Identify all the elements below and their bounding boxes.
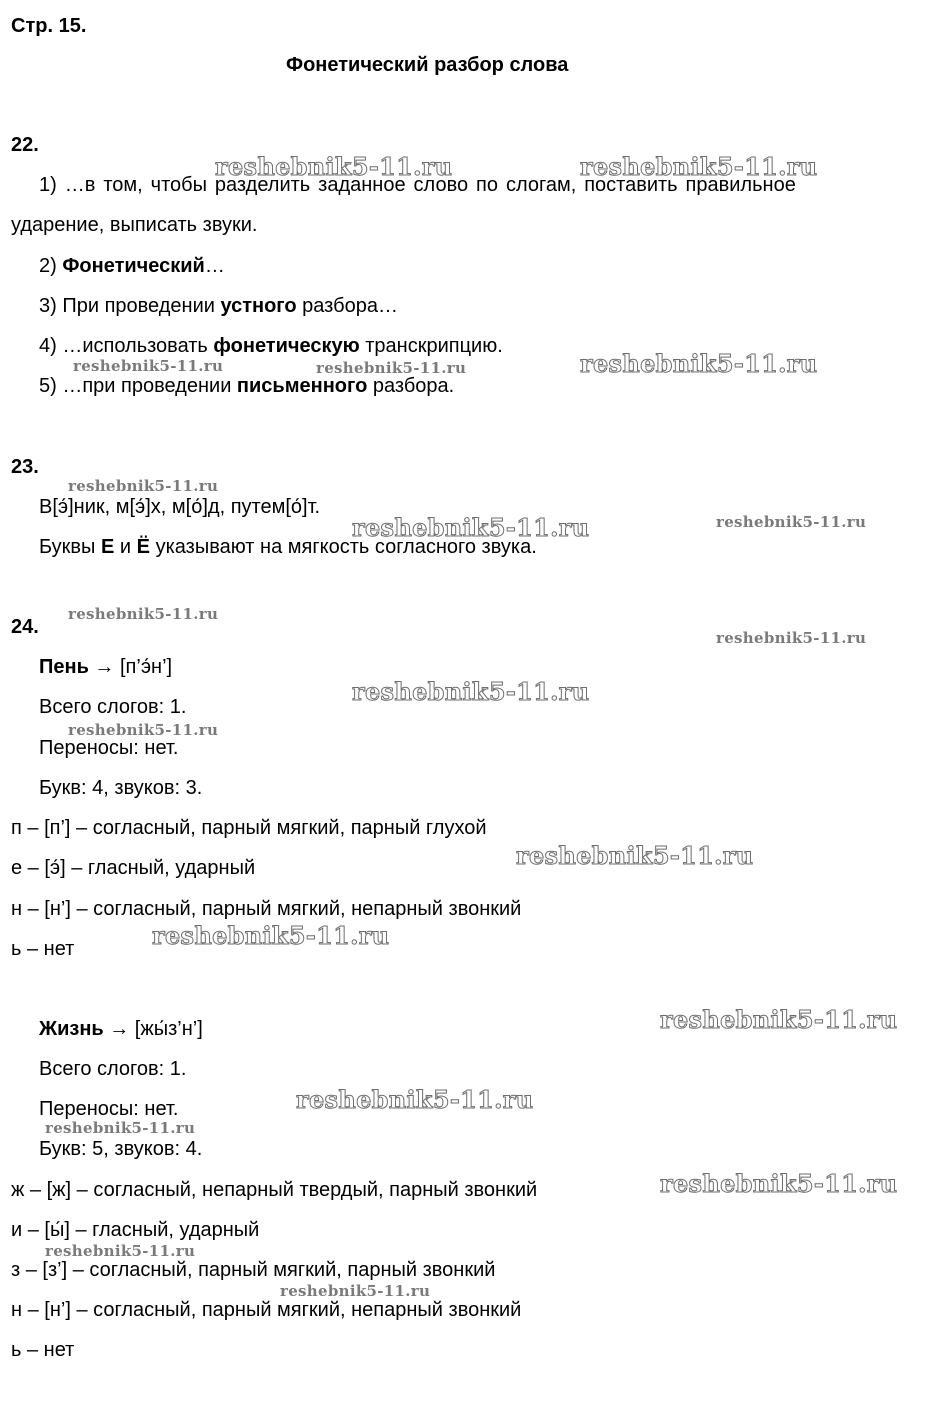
exercise-23-number: 23.	[11, 456, 39, 478]
word1-letter-row: ь – нет	[11, 938, 75, 960]
word1-letter-row: е – [э́] – гласный, ударный	[11, 857, 256, 879]
watermark: reshebnik5-11.ru	[580, 349, 818, 378]
word2-hyphenation: Переносы: нет.	[39, 1098, 179, 1120]
word1-letter-row: п – [п’] – согласный, парный мягкий, парный глухой	[11, 817, 487, 839]
word1-transcription: → [п’э́н’]	[88, 656, 173, 678]
ex23-line2-post: указывают на мягкость согласного звука.	[150, 536, 537, 558]
watermark: reshebnik5-11.ru	[215, 152, 453, 181]
word2-transcription: → [жы́з’н’]	[103, 1018, 203, 1040]
ex22-item5-pre: 5) …при проведении	[39, 375, 237, 397]
ex22-item2-pre: 2)	[39, 255, 63, 277]
watermark: reshebnik5-11.ru	[68, 477, 219, 495]
word1-counts: Букв: 4, звуков: 3.	[39, 777, 203, 799]
exercise-22-number: 22.	[11, 134, 39, 156]
word2-heading	[39, 1017, 203, 1041]
word2-letter-row: и – [ы́] – гласный, ударный	[11, 1219, 260, 1241]
ex22-item5	[39, 374, 454, 398]
watermark: reshebnik5-11.ru	[280, 1282, 431, 1300]
watermark: reshebnik5-11.ru	[580, 152, 818, 181]
watermark: reshebnik5-11.ru	[68, 605, 219, 623]
word1-bold: Пень	[39, 656, 89, 678]
ex22-item5-bold: письменного	[236, 375, 368, 397]
ex22-item1-line2: ударение, выписать звуки.	[11, 214, 258, 236]
word1-syllables: Всего слогов: 1.	[39, 696, 187, 718]
watermark: reshebnik5-11.ru	[660, 1169, 898, 1198]
word2-bold: Жизнь	[39, 1018, 104, 1040]
word2-letter-row: н – [н’] – согласный, парный мягкий, непарный звонкий	[11, 1299, 522, 1321]
ex23-line1: В[э́]ник, м[э́]х, м[о́]д, путем[о́]т.	[39, 496, 321, 518]
ex22-item4-bold: фонетическую	[213, 335, 360, 357]
word2-letter-row: з – [з’] – согласный, парный мягкий, парный звонкий	[11, 1259, 496, 1281]
ex22-item5-post: разбора.	[367, 375, 455, 397]
ex22-item3	[39, 294, 398, 318]
ex22-item4-pre: 4) …использовать	[39, 335, 214, 357]
watermark: reshebnik5-11.ru	[516, 841, 754, 870]
ex22-item2-post: …	[204, 255, 225, 277]
ex23-letter-yo: Ё	[136, 536, 151, 558]
word1-hyphenation: Переносы: нет.	[39, 737, 179, 759]
word1-heading	[39, 655, 172, 679]
watermark: reshebnik5-11.ru	[73, 357, 224, 375]
watermark: reshebnik5-11.ru	[316, 359, 467, 377]
watermark: reshebnik5-11.ru	[352, 513, 590, 542]
watermark: reshebnik5-11.ru	[716, 629, 867, 647]
ex22-item4-post: транскрипцию.	[359, 335, 503, 357]
watermark: reshebnik5-11.ru	[68, 721, 219, 739]
ex22-item2-bold: Фонетический	[62, 255, 205, 277]
ex23-letter-e: Е	[101, 536, 115, 558]
ex22-item3-pre: 3) При проведении	[39, 295, 221, 317]
ex22-item3-post: разбора…	[296, 295, 398, 317]
ex23-line2-mid: и	[114, 536, 137, 558]
word2-letter-row: ж – [ж] – согласный, непарный твердый, парный звонкий	[11, 1179, 538, 1201]
ex22-item3-bold: устного	[220, 295, 297, 317]
watermark: reshebnik5-11.ru	[716, 513, 867, 531]
ex22-item2	[39, 254, 225, 278]
watermark: reshebnik5-11.ru	[660, 1005, 898, 1034]
page-label: Стр. 15.	[11, 15, 87, 37]
ex22-item4	[39, 334, 503, 358]
page-title: Фонетический разбор слова	[286, 54, 569, 76]
ex22-item1-line1: 1) …в том, чтобы разделить заданное слово по слогам, поставить правильное	[39, 174, 796, 196]
word1-letter-row: н – [н’] – согласный, парный мягкий, непарный звонкий	[11, 898, 522, 920]
watermark: reshebnik5-11.ru	[45, 1242, 196, 1260]
watermark: reshebnik5-11.ru	[352, 677, 590, 706]
watermark: reshebnik5-11.ru	[45, 1119, 196, 1137]
word2-counts: Букв: 5, звуков: 4.	[39, 1138, 203, 1160]
watermark: reshebnik5-11.ru	[152, 921, 390, 950]
word2-letter-row: ь – нет	[11, 1339, 75, 1361]
exercise-24-number: 24.	[11, 616, 39, 638]
watermark: reshebnik5-11.ru	[296, 1085, 534, 1114]
word2-syllables: Всего слогов: 1.	[39, 1058, 187, 1080]
ex23-line2-pre: Буквы	[39, 536, 101, 558]
